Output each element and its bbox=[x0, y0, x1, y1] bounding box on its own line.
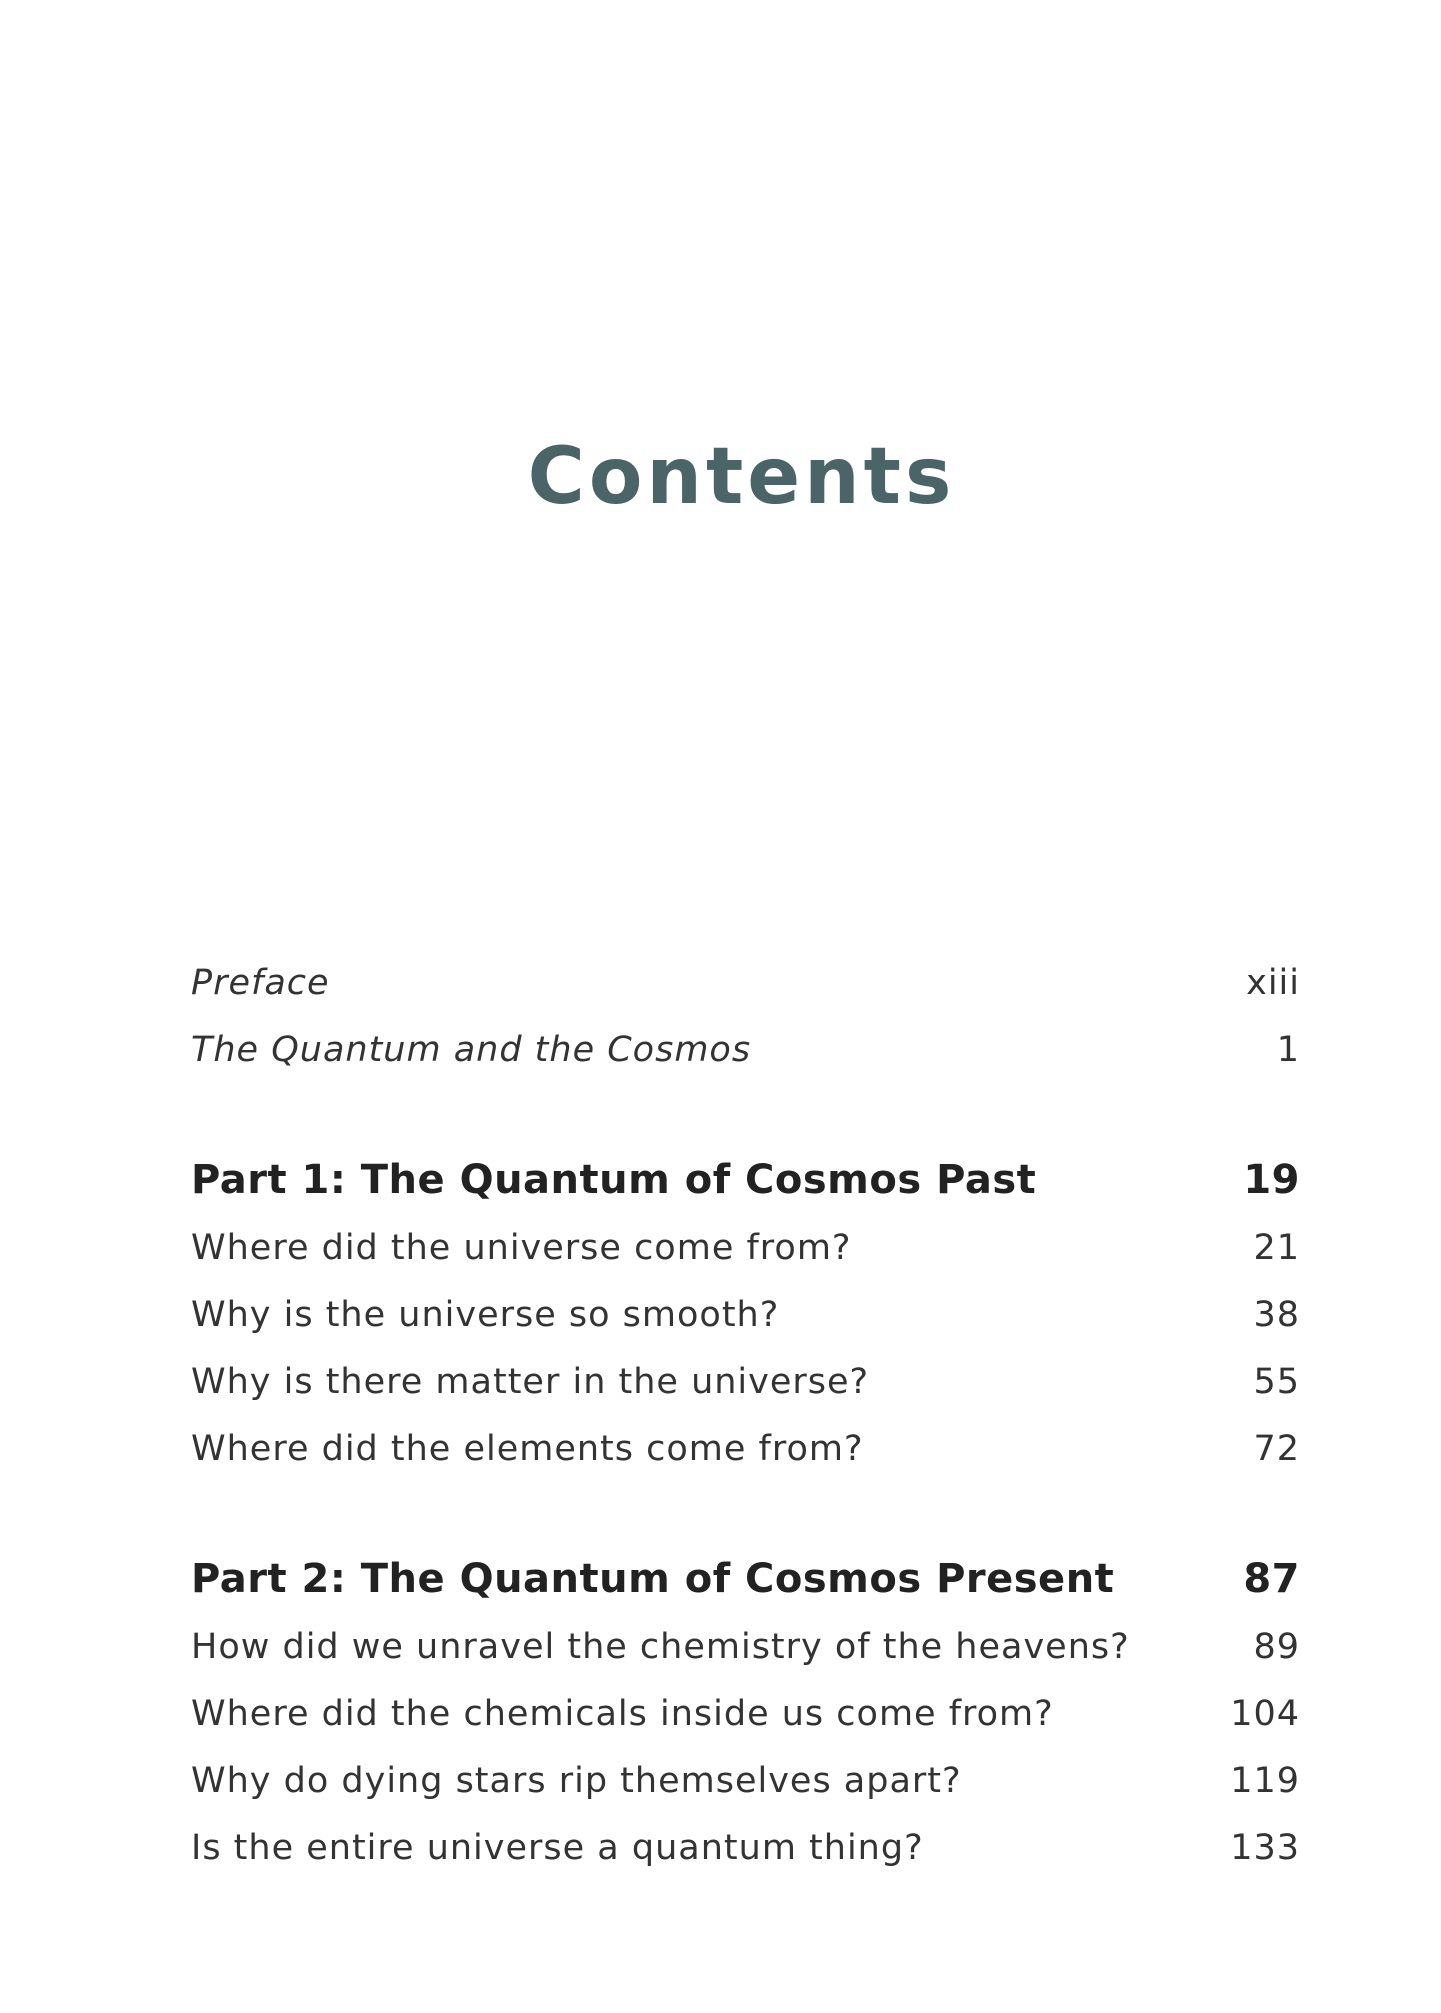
toc-entry-label: Why is there matter in the universe? bbox=[191, 1362, 870, 1402]
toc-entry[interactable] bbox=[191, 1349, 1300, 1416]
toc-entry[interactable] bbox=[191, 1215, 1300, 1282]
part-title: Part 2: The Quantum of Cosmos Present bbox=[191, 1556, 1115, 1602]
toc-entry-page: 38 bbox=[1253, 1295, 1300, 1335]
part-heading[interactable] bbox=[191, 1544, 1300, 1614]
part-page: 19 bbox=[1243, 1157, 1300, 1203]
toc-entry-introduction[interactable] bbox=[191, 1017, 1300, 1084]
page-title: Contents bbox=[527, 432, 956, 522]
toc-entry-preface[interactable] bbox=[191, 950, 1300, 1017]
part-page: 87 bbox=[1243, 1556, 1300, 1602]
part-title: Part 1: The Quantum of Cosmos Past bbox=[191, 1157, 1037, 1203]
toc-entry-label: Where did the elements come from? bbox=[191, 1429, 864, 1469]
toc-entry-label: Why is the universe so smooth? bbox=[191, 1295, 780, 1335]
toc-entry-page: 1 bbox=[1276, 1030, 1300, 1070]
toc-entry[interactable] bbox=[191, 1614, 1300, 1681]
toc-entry[interactable] bbox=[191, 1815, 1300, 1882]
toc-entry-label: The Quantum and the Cosmos bbox=[191, 1030, 752, 1070]
toc-entry-page: 119 bbox=[1230, 1761, 1300, 1801]
toc-entry-page: 55 bbox=[1253, 1362, 1300, 1402]
toc-entry-label: How did we unravel the chemistry of the heavens? bbox=[191, 1627, 1130, 1667]
toc-entry-page: xiii bbox=[1246, 963, 1300, 1003]
part-heading[interactable] bbox=[191, 1145, 1300, 1215]
part-1-section bbox=[191, 1145, 1300, 1483]
toc-entry-label: Is the entire universe a quantum thing? bbox=[191, 1828, 924, 1868]
table-of-contents bbox=[191, 950, 1300, 1882]
toc-entry-label: Where did the universe come from? bbox=[191, 1228, 852, 1268]
toc-entry-label: Where did the chemicals inside us come from? bbox=[191, 1694, 1054, 1734]
toc-entry-page: 133 bbox=[1230, 1828, 1300, 1868]
toc-entry-label: Preface bbox=[191, 963, 330, 1003]
toc-entry-page: 89 bbox=[1253, 1627, 1300, 1667]
toc-entry[interactable] bbox=[191, 1282, 1300, 1349]
toc-entry[interactable] bbox=[191, 1416, 1300, 1483]
toc-entry-page: 72 bbox=[1253, 1429, 1300, 1469]
toc-entry-page: 21 bbox=[1253, 1228, 1300, 1268]
toc-entry[interactable] bbox=[191, 1748, 1300, 1815]
toc-entry-page: 104 bbox=[1230, 1694, 1300, 1734]
part-2-section bbox=[191, 1544, 1300, 1882]
front-matter-section bbox=[191, 950, 1300, 1084]
toc-entry-label: Why do dying stars rip themselves apart? bbox=[191, 1761, 962, 1801]
toc-entry[interactable] bbox=[191, 1681, 1300, 1748]
